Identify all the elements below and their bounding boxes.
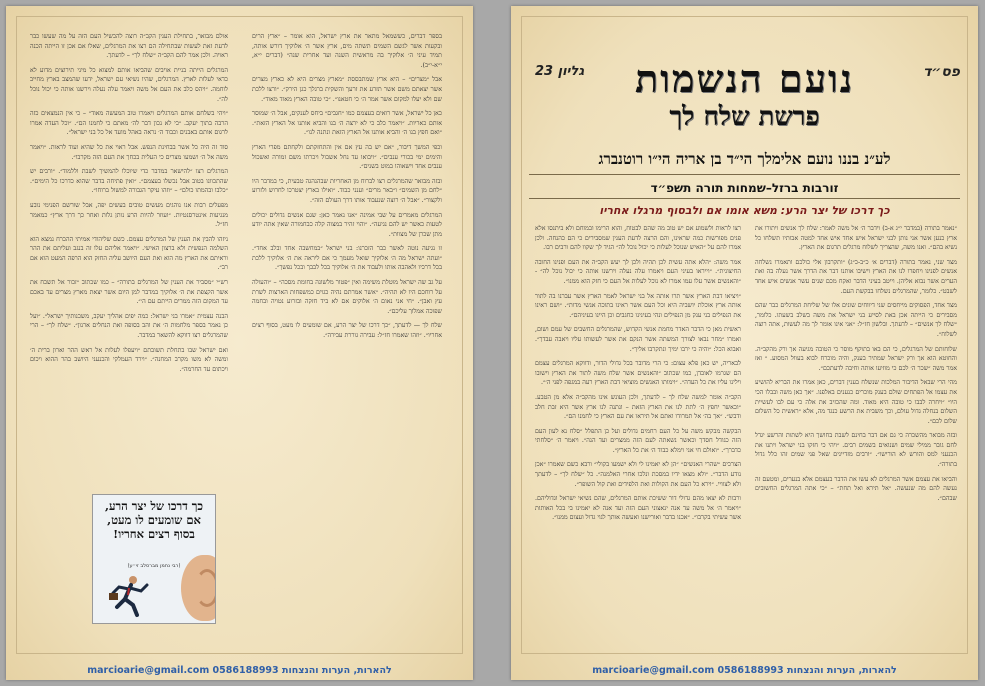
column-right (252, 32, 442, 644)
poster-caption: (רבי נחמן מברסלב זי״ע) (127, 563, 181, 569)
column-left (535, 224, 741, 648)
paragraph: ניזהו להבין את הענין של המרגלים עצמם. כשם שליהודי אמיתי ההכרח נמצא הוא השלמה הנפשית ולא ברצון האישי. ״ויאמר אליהם עלו זה בנגב ועליתם את ההר וראיתם את הארץ מה הוא ואת העם היושב עליה החזק הוא הרפה המעט הוא אם רב״. (30, 235, 228, 272)
page-2 (6, 6, 473, 680)
paragraph: הבקשה מבקש משה על כל העם רחמים גדולים ועל כן התפלל ״סלח נא לעון העם הזה כגודל חסדך וכאשר נשאתה לעם הזה ממצרים ועד הנה״. ויאמר ה׳ ״סלחתי כדברך״. ״ואולם חי אני וימלא כבוד ה׳ את כל הארץ״. (535, 427, 741, 454)
paragraph: המרגלים רצו ״להישאר במדבר כדי שיוכלו להמשיך לשבת וללמוד״. ״ורבים יש שהתכוונו בטוב אבל נכשלו בעצמם״. ״ואין פתיחה בדבר שהוא כדרכו כל הימים״. ״כלבו ובהמתו כולם״ – ״וזהו עיקר הגבורה למשול ברוחו״. (30, 168, 228, 195)
paragraph: ורבות לא יצאו מהם גדולי דור ששיכת אותם המרגלים, שהם נשיאי ישראל וגדוליהם. ״ויאמר ה׳ אל משה עד אנה ינאצוני העם הזה ועד אנה לא יאמינו בי בכל האותות אשר עשיתי בקרבו״. ״אכנו בדבר ואורישנו ואעשה אותך לגוי גדול ועצום ממנו״. (535, 495, 741, 522)
dedication-line: לע״נ בננו נועם אלימלך הי״ד בן אריה הי״ו רוטנברג (598, 150, 891, 168)
divider (529, 174, 960, 175)
paragraph: רצו לראות ולשמוע אם יש טוב מה שהם לבטוח, והוא הרימו ובמוחם ולא ביתנסו אלא פנים מפורשות כמה שראינו, והם הרצה לדעת הענין שמסבירים כי הם כהנחה. ולכן אמרו להם על ״האיש שנוכל לעלות כי יכול נוכל לה״ הגיד לך שקוו להם ורבים רבו. (535, 225, 741, 252)
column-text (252, 32, 442, 341)
paragraph: ״ויהי בשלחם אותם המרגלים ויאמרו טוב המעשה מאוד״ – כי אין הנמצאים כזה הרבה בתוך יעקב. ״כי לא נכון דבר לה׳ מאתם כי לחמנו הם״. ״וכל העדה אמרו לרגום אותם באבנים וכבוד ה׳ נראה באהל מועד אל כל בני ישראל״. (30, 110, 228, 137)
paragraph: הבנה עצמית ״אמרו בני ישראל: כמה יפים אהליך יעקב, משכנותיך ישראל״. ״ועל כן נאמר בספר מלחמות ה׳ את והב בסופה ואת הנחלים ארנון״. ״שלח לך״ – הרי שהמרגלים רצו דווקא להשאר במדבר. (30, 312, 228, 340)
paragraph: שלוחותם של המרגלים, כי הם באו בתוקף מוסר כי הטובה מגיעה אך ורק מהקב״ה. והחוטא הוא אך ורק ישראל שמתיר בענק, והיה מוכרח לבוא בעוול המסוע. ״ ואז אמר משה ״שכר ה׳ לכם כי מוזיעו אותה וחיבה לדעתכם״. (755, 345, 957, 372)
paragraph: הצרכים ״שהרי האנשים״ ״הן לא יאמינו לי ולא ישמעו בקולי״ ורבא כשם שאמרו ״אכן נודע הדבר״. ״ולא מצאו ידיו במסכת ונלכו אחרי האלמנה״. כל ״שלח לך״ – לדעתך ולא לצוויי. ״וירא כל העם את הקולות ואת הלפידים ואת קול השופר״. (535, 461, 741, 488)
divider (529, 198, 960, 199)
poster-image (92, 494, 216, 624)
subtitle-line: זורבות ברזל–שמחות תורה תשפ״ד (650, 181, 839, 195)
column-left (30, 32, 228, 484)
paragraph: המרגלים מאמרים על שבי אמינה ״אנו נאמר כאן: שגם אנשים גדולים יכולים לטעות כאשר יש להם נגיעה״. ״והוי זהיר במצוה קלה כבחמורה שאין אתה יודע מתן שכרן של מצוות״. (252, 211, 442, 238)
masthead (529, 56, 960, 132)
paragraph: אמר משה: ״הלא אתה עשית לכן תהיה ולכן לך יעש הקב״ה את העם ופנינו החובה החיצונית״. ״וייראו בעיני העם ויאמרו עלה נעלה וירשנו אותה כי יכול נוכל לה״ - ״והאנשים אשר עלו עמו אמרו לא נוכל לעלות אל העם כי חזק הוא ממנו״. (535, 258, 741, 285)
paragraph: מצד שני, נאמר בתורה (דברים א׳ כ״ב-כ״ג) ״ותקרבון אלי כולכם ותאמרו נשלחה אנשים לפנינו ויחפרו לנו את הארץ וישיבו אותנו דבר את הדרך אשר נעלה בה ואת הערים אשר נבוא אליהן. וייטב בעיני הדבר ואקח מכם שנים עשר אנשים איש אחד לשבט״. כלומר, שהמרגלים נשלחו בבקשת העם. (755, 258, 957, 295)
running-man-icon (107, 573, 153, 619)
issue-number: גליון 23 (535, 64, 585, 79)
column-text (30, 32, 228, 374)
paragraph: מפעלים רבות אנו נוהגים מעשים טובים בעשים יפה, אבל שורשם הפנימי נובע מנגיעות אינטרסנטיות. ״ועוזר להיות הרע נותן גלות ואחר כך דרך ארץ״ כמאמר חז״ל. (30, 201, 228, 229)
column-text (535, 224, 741, 523)
paragraph: המרגלים הייתה בניית אויבים שהביאו אותם למצוא כל מיני תירוצים מדוע לא כדאי לעלות לארץ. המרגלים, שהיו נשיאי עם ישראל, ידעו שהמצב בארץ מחייב לוחמה. ״ויהס כלב את העם אל משה ויאמר עלה נעלה וירשנו אותה כי יכול נוכל לה״. (30, 66, 228, 103)
paragraph: ואם ישראל שבו בתחלת תשובתם ״ויעפלו לעלות אל ראש ההר וארון ברית ה׳ ומשה לא משו מקרב המחנה״. ״וירד העמלקי והכנעני היושב בהר ההוא ויכום ויכתום עד החרמה״. (30, 346, 228, 373)
paragraph: והביאו את עצמם אשר המרגלים לא עשו את הדבר בעצמם אלא בנערים, ומטעם זה נעשה להם מה שנעשה. ״אל תירא ואל תחת״ – ״כי אתה המרגלים החשובים שבהם״. (755, 475, 957, 502)
paragraph: ״ויציאו דבת הארץ אשר תרו אותה אל בני ישראל לאמר הארץ אשר עברנו בה לתור אותה ארץ אוכלת יושביה היא וכל העם אשר ראינו בתוכה אנשי מדות״. ״ושם ראינו את הנפילים בני ענק מן הנפילים ונהי בעינינו כחגבים וכן היינו בעיניהם״. (535, 292, 741, 319)
paragraph: אולם מבואר, בתחילת הענין הקב״ה רוצה להכשיל העם הזה על מה שעשו כבר לדעת זאת לעשות שבתחילה הם רצו את המרגלים, שאלו אם אכן זו הייתה הכנה ראויה. ולכן אמר להם הקב״ה ״שלח לך״ – לדעתך. (30, 33, 228, 60)
page-footer: להארות, הערות והנצחות 0586188993 marcioarie@gmail.com (592, 665, 897, 676)
column-right (755, 224, 957, 648)
paragraph: כאן כל ישראל, אשר רואים בעצמם כמו ״חגבים״ ביחס לענקים, אבל ה׳ שמוסר אותם כאריות. ״ויאמר כלב כי לא ירצה ה׳ בנו והביא אותנו אל הארץ הזאת״. ״ואם חפץ בנו ה׳ והביא אותנו אל הארץ הזאת ונתנה לנו״. (252, 110, 442, 137)
ear-icon (181, 555, 216, 621)
page-footer: להארות, הערות והנצחות 0586188993 marcioarie@gmail.com (87, 665, 392, 676)
paragraph: על גב שה ישראל מוטלת משימה ואין ״פטור מלשונה בחומת מסכה״ – ״והעולה על רוחכם היו לא תהיה״. ״אשר אמרתם נהיה כגוים כמשפחות הארצות לשרת עץ ואבן״. ״חי אני נאום ה׳ אלוקים אם לא ביד חזקה ובזרוע נטויה ובחמה שפוכה אמלוך עליכם״. (252, 279, 442, 315)
headline-quote: כך דרכו של יצר הרע: משא אומו אם ולבסוף מרגלו אחריו (599, 204, 890, 217)
page-1 (511, 6, 978, 680)
paragraph: וכפי המשך דיבור, ״אם יש בה עץ אם אין והתחזקתם ולקחתם מפרי הארץ והימים ימי בכורי ענבים״. ״ויבואו עד נחל אשכול ויכרתו משם זמורה ואשכול ענבים אחד וישאוהו במוט בשנים״. (252, 143, 442, 171)
paragraph: ובזה מבואר מהשכרה כי גם אם דבר בחינם לשבת בחושך היא לשתות והרשע יגדל לחם גובר ממילי שמים ושנואים בשמים רבים. ״ויהי כי חזקו בני ישראל ויתנו את הכנעני למס והורש לא הורישו״. ״ורבים מזדיינים שאל פני שמים זהו כלל גדול בתורה״. (755, 432, 957, 469)
paragraph: מצד אחד, הפסוקים מייחסים שני דיווחים שונים אלו של שליחת המרגלים כבר שהם מסבירים כי הייתה אכן באת לסייע בני ישראל את משה בשלב בשעתו. כלומר, ״שלח לך אנשים״ – לדעתך. ובלשון חז״ל: ״אני אינו אומר לך מה לעשות, אתה רוצה לשלוח״. (755, 302, 957, 338)
paragraph: ובזה מבואר שהמרגלים רצו לברוח מן האחריות שבהנהגה טבעית, כי במדבר היו ״לחם מן השמים״ ו״באר מרים״ וענני כבוד. ״ואילו בארץ יצטרכו לחרוש ולזרוע ולקצור״. ״אבל ה׳ רוצה שנעבוד אותו דרך העולם הזה״. (252, 177, 442, 204)
newsletter-title: נועם הנשמות (634, 56, 855, 101)
bsd-label: פס״ד (923, 64, 960, 80)
paragraph: ״נאמר בתורה (במדבר י״ג א-ב) וידבר ה׳ אל משה לאמר: שלח לך אנשים ויתורו את ארץ כנען אשר אני נותן לבני ישראל איש אחד איש אחד למטה אבותיו תשלחו כל נשיא בהם״. ואנו משה, שהצריך לשלוח מרגלים תרגום את הארץ. (755, 225, 957, 252)
poster-text: כך דרכו של יצר הרע, אם שומעים לו מעט, בסוף רצים אחריו! (104, 499, 203, 541)
parsha-title: פרשת שלח לך (669, 102, 820, 132)
paragraph: בספר דברים, כששמאל מתאר את ארץ ישראל, הוא אומר – ״ארץ הרים ובקעות אשר לגשם השמים תשתה מים, ארץ אשר ה׳ אלוקיך דורש אותה, תמיד עיני ה׳ אלוקיך בה מראשית השנה ועד אחרית שנה״ (דברים י״א, י״א-י״ב). (252, 33, 442, 69)
paragraph: שלח לך — לדעתך, ״כך דרכו של יצר הרע, אם שומעים לו מעט, בסוף רצים אחריו״. ״וזהו שאמרו חז״ל: עבירה גוררת עבירה״. (252, 322, 442, 340)
paragraph: סוד זה היה כל אשר בבחינת הנפש. אבל ראוי את כל שהיא ועוד לראות. ״ויאמר משה אל ה׳ ושמעו מצרים כי העלית בכחך את העם הזה מקרבו״. (30, 143, 228, 161)
paragraph: מהי הרי שבאל הדיבור המלכות שנשלח בענין דברים, כאן אמרו את הבריא להושיע את עצמו אל הפתחים שולם בענק מוכרים כנענים באלפנו. ״אך כאן משה ובבלו הכי היו״ ״ויחרה לבבו כי טובה היא מאוד. ומה שהכזיב את אלה כי עם לבו לעשיית השלום בנחלה גדול עולם, וכך משבית את הרשע כנגד מה, אלא ״ראשית כל השלום שלום לכם״. (755, 379, 957, 425)
paragraph: לבאריה, יש כאן פלא עצום: כי הרי מדובר בכל גדולי הדור, ודווקא המרגלים עצמם הם שגרמו לאובדן, כמו שכתוב ״והאנשים אשר שלח משה לתור את הארץ וישובו וילינו עליו את כל העדה״. ״וימותו האנשים מוציאי דבת הארץ רעה במגפה לפני ה׳״. (535, 360, 741, 387)
column-text (755, 224, 957, 503)
paragraph: ראשית מאן כי הדבר האדר מחמת אנשי הקדוש, שהמרגלים החשבים של עמם ושום, ואמרו ״מחר נבאו לצורך המשתה אשר הנקם את אשר לעשותו עליו ויאבה עבדך״. ואבוא הכל: ״והיה כי ירבו ימיך ונתקרבו אליך״. (535, 326, 741, 353)
paragraph: אבל ״מצרים״ – היא ארץ שמתבססת ״מארץ מצרים היא לא כארץ מצרים אשר יצאתם משם אשר תזרע את זרעך והשקית ברגלך כגן הירק״. ״ורצו ללכת שם ולא יעלו למקום אשר אמר ה׳ כי חטאנו״. ״כי טובה הארץ מאוד מאוד״. (252, 76, 442, 103)
paragraph: רש״י ״מסביר את הענין של המרגלים בתורה״ – כמו שכתוב ״זכור אל תשכח את אשר הקצפת את ה׳ אלוקיך במדבר למן היום אשר יצאת מארץ מצרים עד באכם עד המקום הזה ממרים הייתם עם ה׳״. (30, 279, 228, 306)
paragraph: הקב״ה אומר למשה שלח לך – לדעתך, ולכן העונש אינו מהקב״ה אלא מן הטבע. ״וכאשר יחפץ ה׳ לתת לנו את הארץ הזאת – ונתנה לנו ארץ אשר היא זבת חלב ודבש״. ״אך בה׳ אל תמרודו ואתם אל תיראו את עם הארץ כי לחמנו הם״. (535, 393, 741, 421)
paragraph: זו נגיעה נוטה לאשר כבר הזכרנו: בני ישראל ״במחשבה אחד ובלב אחד״. ״ועתה ישראל מה ה׳ אלוקיך שואל מעמך כי אם ליראה את ה׳ אלוקיך ללכת בכל דרכיו ולאהבה אותו ולעבוד את ה׳ אלוקיך בכל לבבך ובכל נפשך״. (252, 245, 442, 272)
